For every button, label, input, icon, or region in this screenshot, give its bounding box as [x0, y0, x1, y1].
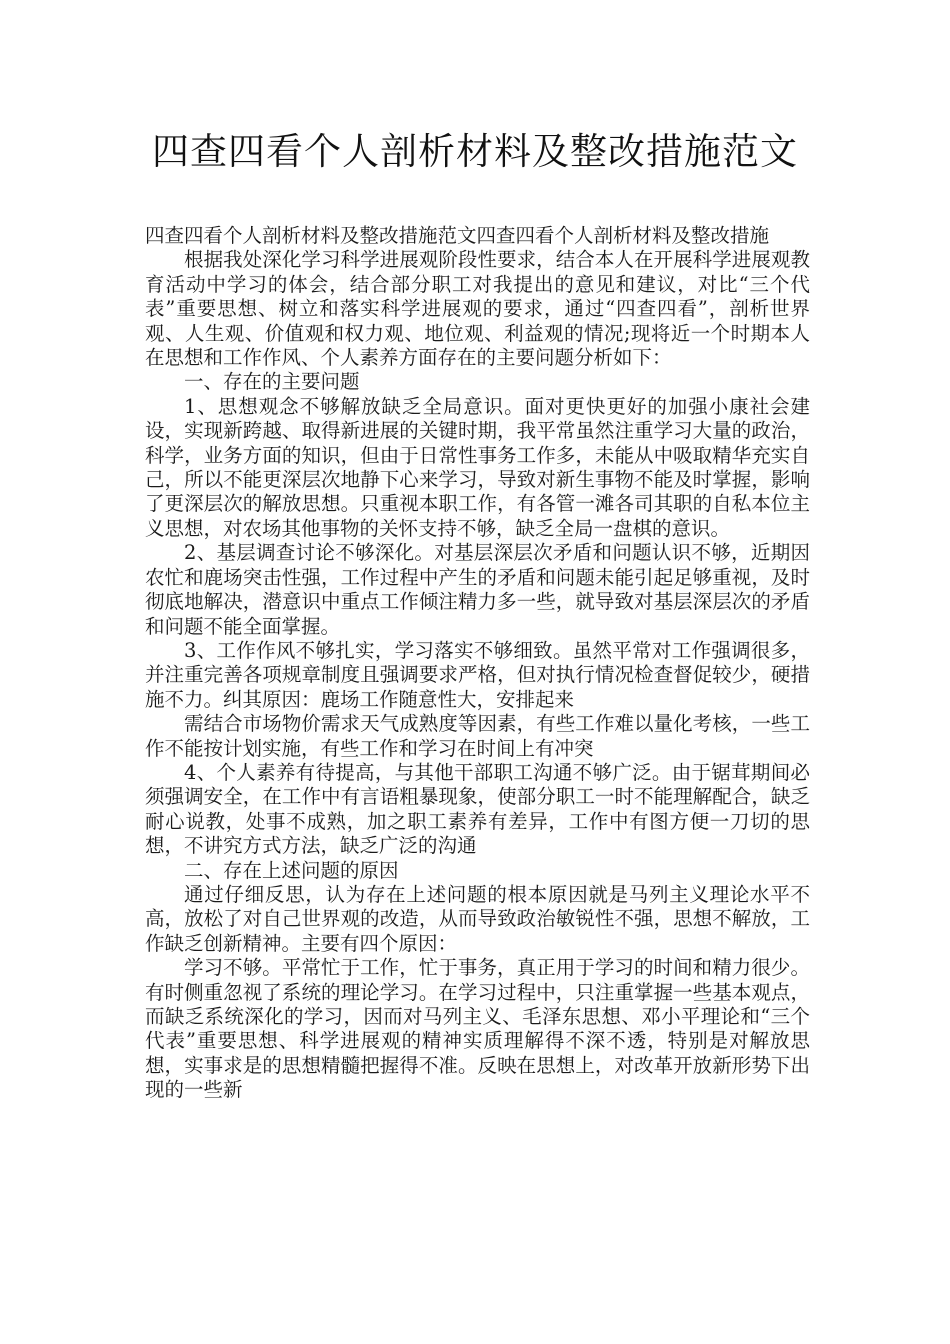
document-body	[145, 224, 810, 1103]
paragraph: 学习不够。平常忙于工作，忙于事务，真正用于学习的时间和精力很少。有时侧重忽视了系统的理论学习。在学习过程中，只注重掌握一些基本观点，而缺乏系统深化的学习，因而对马列主义、毛泽东思想、邓小平理论和“三个代表”重要思想、科学进展观的精神实质理解得不深不透，特别是对解放思想，实事求是的思想精髓把握得不准。反映在思想上，对改革开放新形势下出现的一些新	[145, 956, 810, 1102]
paragraph: 4、个人素养有待提高，与其他干部职工沟通不够广泛。由于锯茸期间必须强调安全，在工作中有言语粗暴现象，使部分职工一时不能理解配合，缺乏耐心说教，处事不成熟，加之职工素养有差异，工作中有图方便一刀切的思想，不讲究方式方法，缺乏广泛的沟通	[145, 760, 810, 858]
paragraph: 二、存在上述问题的原因	[184, 858, 399, 882]
paragraph: 需结合市场物价需求天气成熟度等因素，有些工作难以量化考核，一些工作不能按计划实施，有些工作和学习在时间上有冲突	[145, 712, 810, 760]
paragraph: 一、存在的主要问题	[184, 370, 360, 394]
paragraph: 四查四看个人剖析材料及整改措施范文四查四看个人剖析材料及整改措施	[145, 224, 770, 247]
paragraph: 根据我处深化学习科学进展观阶段性要求，结合本人在开展科学进展观教育活动中学习的体会，结合部分职工对我提出的意见和建议，对比“三个代表”重要思想、树立和落实科学进展观的要求，通过“四查四看”，剖析世界观、人生观、价值观和权力观、地位观、利益观的情况;现将近一个时期本人在思想和工作作风、个人素养方面存在的主要问题分析如下：	[145, 248, 810, 370]
paragraph: 通过仔细反思，认为存在上述问题的根本原因就是马列主义理论水平不高，放松了对自己世界观的改造，从而导致政治敏锐性不强，思想不解放，工作缺乏创新精神。主要有四个原因：	[145, 882, 810, 955]
page-title: 四查四看个人剖析材料及整改措施范文	[152, 130, 798, 173]
paragraph: 2、基层调查讨论不够深化。对基层深层次矛盾和问题认识不够，近期因农忙和鹿场突击性强，工作过程中产生的矛盾和问题未能引起足够重视，及时彻底地解决，潜意识中重点工作倾注精力多一些，就导致对基层深层次的矛盾和问题不能全面掌握。	[145, 541, 810, 638]
paragraph: 1、思想观念不够解放缺乏全局意识。面对更快更好的加强小康社会建设，实现新跨越、取得新进展的关键时期，我平常虽然注重学习大量的政治，科学，业务方面的知识，但由于日常性事务工作多，未能从中吸取精华充实自己，所以不能更深层次地静下心来学习，导致对新生事物不能及时掌握，影响了更深层次的解放思想。只重视本职工作，有各管一滩各司其职的自私本位主义思想，对农场其他事物的关怀支持不够，缺乏全局一盘棋的意识。	[145, 394, 810, 540]
paragraph: 3、工作作风不够扎实，学习落实不够细致。虽然平常对工作强调很多，并注重完善各项规章制度且强调要求严格，但对执行情况检查督促较少，硬措施不力。纠其原因：鹿场工作随意性大，安排起来	[145, 638, 810, 711]
